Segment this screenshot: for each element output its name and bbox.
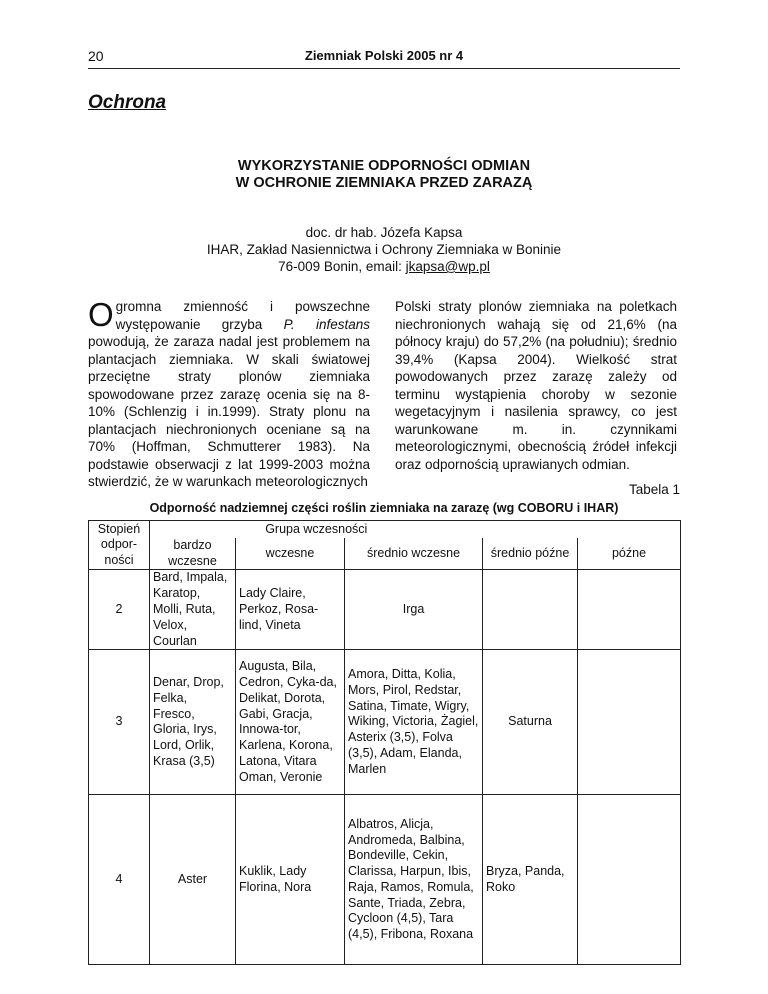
header-col-very-early: bardzo wczesne [150, 538, 236, 570]
table-caption: Odporność nadziemnej części roślin ziemniaka na zarazę (wg COBORU i IHAR) [149, 501, 619, 515]
author-block [0, 224, 768, 275]
left-text-2: powodują, że zaraza nadal jest problemem na plantacjach ziemniaka. W skali światowej przeciętne straty plonów ziemniaka spowodowane przez zarazę ocenia się na 8-10% (Schlenzig i in.1999). Straty plonu na plantacjach niechronionych oceniane są na 70% (Hoffman, Schmutterer 1983). Na podstawie obserwacji z lat 1999-2003 można stwierdzić, że w warunkach meteorologicznych [88, 334, 370, 489]
table-row [89, 795, 681, 965]
body-column-left [88, 298, 370, 491]
table-cell [578, 795, 681, 965]
left-text-1: gromna zmienność i powszechne występowanie grzyba [115, 299, 370, 332]
table-cell [578, 650, 681, 795]
drop-cap: O [88, 296, 114, 333]
title-line-2: W OCHRONIE ZIEMNIAKA PRZED ZARAZĄ [235, 175, 533, 191]
table-cell: Albatros, Alicja, Andromeda, Balbina, Bondeville, Cekin, Clarissa, Harpun, Ibis, Raja, Ramos, Romula, Sante, Triada, Zebra, Cycloon (4,5), Tara (4,5), Fribona, Roxana [345, 795, 483, 965]
table-cell: Aster [150, 795, 236, 965]
table-cell: Denar, Drop, Felka, Fresco, Gloria, Irys, Lord, Orlik, Krasa (3,5) [150, 650, 236, 795]
table-cell [483, 570, 578, 650]
table-cell: Lady Claire, Perkoz, Rosa-lind, Vineta [236, 570, 345, 650]
row-degree: 4 [89, 795, 150, 965]
table-cell: Bryza, Panda, Roko [483, 795, 578, 965]
article-title [0, 158, 768, 192]
header-rule [88, 68, 680, 69]
table-cell: Amora, Ditta, Kolia, Mors, Pirol, Redstar, Satina, Timate, Wigry, Wiking, Victoria, Żagiel, Asterix (3,5), Folva (3,5), Adam, Elanda, Marlen [345, 650, 483, 795]
page-number: 20 [88, 48, 104, 64]
header-col-mid-late: średnio późne [483, 538, 578, 570]
title-line-1: WYKORZYSTANIE ODPORNOŚCI ODMIAN [237, 158, 531, 174]
table-cell: Saturna [483, 650, 578, 795]
header-col-late: późne [578, 538, 681, 570]
header-degree: Stopień odpor-ności [89, 521, 150, 570]
section-title: Ochrona [88, 92, 167, 113]
row-degree: 3 [89, 650, 150, 795]
address-text: 76-009 Bonin, email: [278, 259, 406, 274]
table-cell [578, 570, 681, 650]
table-cell: Kuklik, Lady Florina, Nora [236, 795, 345, 965]
row-degree: 2 [89, 570, 150, 650]
table-label: Tabela 1 [628, 482, 680, 497]
species-name: P. infestans [283, 316, 370, 332]
resistance-table [88, 520, 681, 965]
header-col-early: wczesne [236, 538, 345, 570]
table-subheader-row [89, 538, 681, 570]
table-header-row [89, 521, 681, 538]
table-cell: Augusta, Bila, Cedron, Cyka-da, Delikat, Dorota, Gabi, Gracja, Innowa-tor, Karlena, Korona, Latona, Vitara Oman, Veronie [236, 650, 345, 795]
header-group: Grupa wczesności [150, 521, 483, 538]
body-column-right: Polski straty plonów ziemniaka na poletkach niechronionych wahają się od 21,6% (na północy kraju) do 57,2% (na południu); średnio 39,4% (Kapsa 2004). Wielkość strat powodowanych przez zarazę zależy od terminu wystąpienia choroby w sezonie wegetacyjnym i nasilenia sprawcy, co jest warunkowane m. in. czynnikami meteorologicznymi, obecnością źródeł infekcji oraz odpornością uprawianych odmian. [395, 299, 677, 472]
table-row [89, 650, 681, 795]
author-affiliation: IHAR, Zakład Nasiennictwa i Ochrony Ziemniaka w Boninie [206, 242, 562, 257]
table-cell: Irga [345, 570, 483, 650]
journal-header: Ziemniak Polski 2005 nr 4 [304, 48, 464, 63]
author-address [0, 258, 768, 275]
table-row [89, 570, 681, 650]
table-cell: Bard, Impala, Karatop, Molli, Ruta, Velox, Courlan [150, 570, 236, 650]
author-name: doc. dr hab. Józefa Kapsa [305, 225, 463, 240]
header-col-mid-early: średnio wczesne [345, 538, 483, 570]
email-link[interactable]: jkapsa@wp.pl [405, 259, 490, 274]
